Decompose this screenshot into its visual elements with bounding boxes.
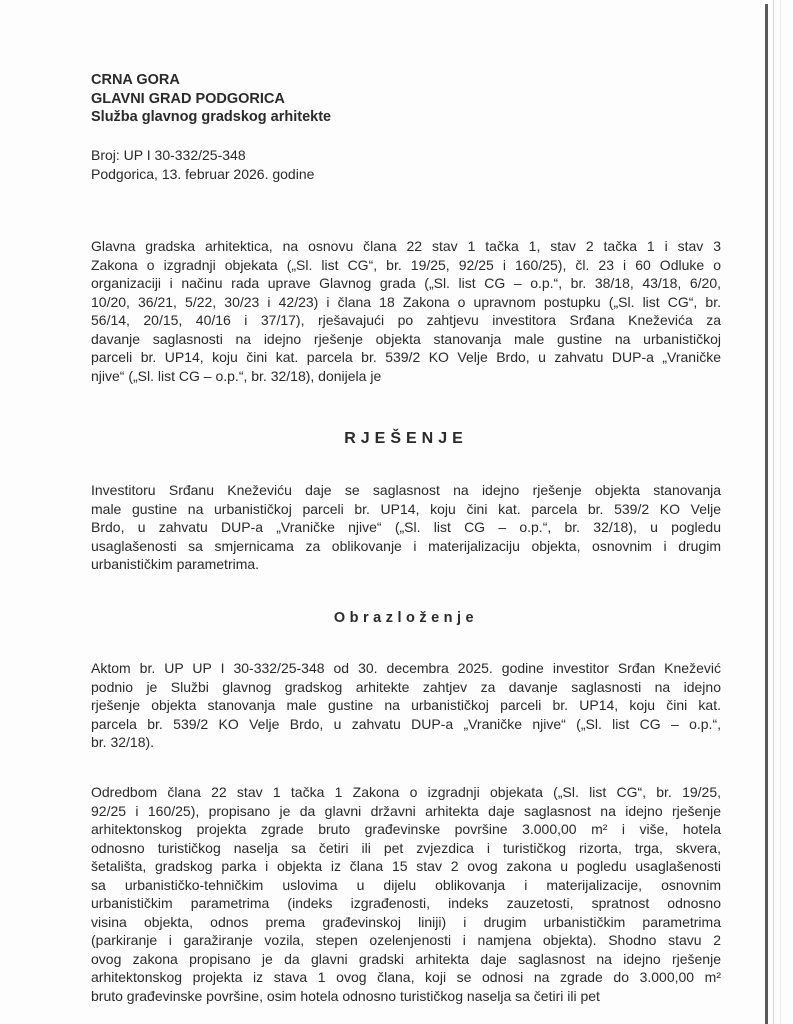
- text-line: Glavna gradska arhitektica, na osnovu člana 22 stav 1 tačka 1, stav 2 tačka 1 i stav 3: [91, 238, 721, 254]
- text-line: parceli br. UP14, koju čini kat. parcela br. 539/2 KO Velje Brdo, u zahvatu DUP-a „Vraničke: [91, 349, 721, 365]
- text-line: 92/25 i 160/25), propisano je da glavni državni arhitekta daje saglasnost na idejno rješenje: [91, 802, 721, 819]
- text-line: parcela br. 539/2 KO Velje Brdo, u zahvatu DUP-a „Vraničke njive“ („Sl. list CG – o.p.“,: [91, 715, 721, 732]
- text-line: Zakona o izgradnji objekata („Sl. list CG“, br. 19/25, 92/25 i 160/25), čl. 23 i 60 Odluke o: [91, 256, 721, 273]
- text-line: arhitektonskog projekta zgrade bruto građevinske površine 3.000,00 m² i više, hotela: [91, 821, 721, 837]
- intro-paragraph: [91, 237, 721, 385]
- text-line: usaglašenosti sa smjernicama za oblikovanje i materijalizaciju objekta, osnovnim i drugim: [91, 537, 721, 554]
- text-line: urbanističkim parametrima.: [91, 556, 260, 572]
- text-line: Odredbom člana 22 stav 1 tačka 1 Zakona o izgradnji objekata („Sl. list CG“, br. 19/25,: [91, 784, 721, 800]
- text-line: organizaciji i načinu rada uprave Glavnog grada („Sl. list CG – o.p.“, br. 38/18, 43/18, 6/20,: [91, 275, 721, 291]
- scan-edge-line: [780, 0, 781, 1024]
- reasoning-paragraph-1: [91, 659, 721, 752]
- text-line: (parkiranje i garažiranje vozila, stepen ozelenjenosti i namjena objekta). Shodno stavu 2: [91, 932, 721, 948]
- scan-edge-line: [773, 0, 774, 1024]
- letterhead: [91, 71, 721, 127]
- document-meta: [91, 146, 721, 183]
- text-line: bruto građevinske površine, osim hotela odnosno turističkog naselja sa četiri ili pet: [91, 987, 600, 1004]
- decision-title: RJEŠENJE: [344, 430, 468, 447]
- text-line: visina objekta, odnos prema građevinskoj liniji) i drugim urbanističkim parametrima: [91, 913, 721, 930]
- text-line: ovog zakona propisano je da glavni gradski arhitekta daje saglasnost na idejno rješenje: [91, 950, 721, 967]
- text-line: CRNA GORA: [91, 72, 180, 88]
- reasoning-title: Obrazloženje: [333, 610, 479, 626]
- text-line: 56/14, 20/15, 40/16 i 37/17), rješavajući po zahtjevu investitora Srđana Kneževića za: [91, 312, 721, 328]
- text-line: davanje saglasnosti na idejno rješenje objekta stanovanja male gustine na urbanističkoj: [91, 330, 721, 347]
- text-line: sa urbanističko-tehničkim uslovima u dijelu oblikovanja i materijalizacije, osnovnim: [91, 876, 721, 893]
- text-line: njive“ („Sl. list CG – o.p.“, br. 32/18), donijela je: [91, 367, 382, 384]
- reasoning-paragraph-2: [91, 783, 721, 1005]
- text-line: urbanističkim parametrima (indeks izgrađenosti, indeks zauzetosti, spratnost odnosno: [91, 895, 721, 911]
- text-line: Investitoru Srđanu Kneževiću daje se saglasnost na idejno rješenje objekta stanovanja: [91, 482, 721, 498]
- text-line: br. 32/18).: [91, 734, 155, 750]
- text-line: rješenje objekta stanovanja male gustine na urbanističkoj parceli br. UP14, koju čini kat.: [91, 697, 721, 713]
- text-line: Aktom br. UP UP I 30-332/25-348 od 30. decembra 2025. godine investitor Srđan Knežević: [91, 660, 721, 676]
- text-line: arhitektonskog projekta iz stava 1 ovog člana, koji se odnosi na zgrade do 3.000,00 m²: [91, 969, 721, 985]
- text-line: podnio je Službi glavnog gradskog arhitekte zahtjev za davanje saglasnosti na idejno: [91, 678, 721, 695]
- document-date: Podgorica, 13. februar 2026. godine: [91, 165, 315, 182]
- text-line: Služba glavnog gradskog arhitekte: [91, 109, 332, 125]
- text-line: 10/20, 36/21, 5/22, 30/23 i 42/23) i člana 18 Zakona o upravnom postupku („Sl. list CG“, br.: [91, 293, 721, 310]
- text-line: Brdo, u zahvatu DUP-a „Vraničke njive“ („Sl. list CG – o.p.“, br. 32/18), u pogledu: [91, 519, 721, 535]
- text-line: šetališta, gradskog parka i objekta iz člana 15 stav 2 ovog zakona u pogledu usaglašenosti: [91, 858, 721, 874]
- scan-edge-shadow: [765, 4, 768, 1024]
- text-line: odnosno turističkog naselja sa četiri ili pet zvjezdica i turističkog rizorta, trga, skvera,: [91, 839, 721, 856]
- text-line: male gustine na urbanističkoj parceli br. UP14, koju čini kat. parcela br. 539/2 KO Velje: [91, 500, 721, 517]
- text-line: GLAVNI GRAD PODGORICA: [91, 90, 285, 107]
- document-number: Broj: UP I 30-332/25-348: [91, 147, 246, 163]
- decision-paragraph: [91, 481, 721, 574]
